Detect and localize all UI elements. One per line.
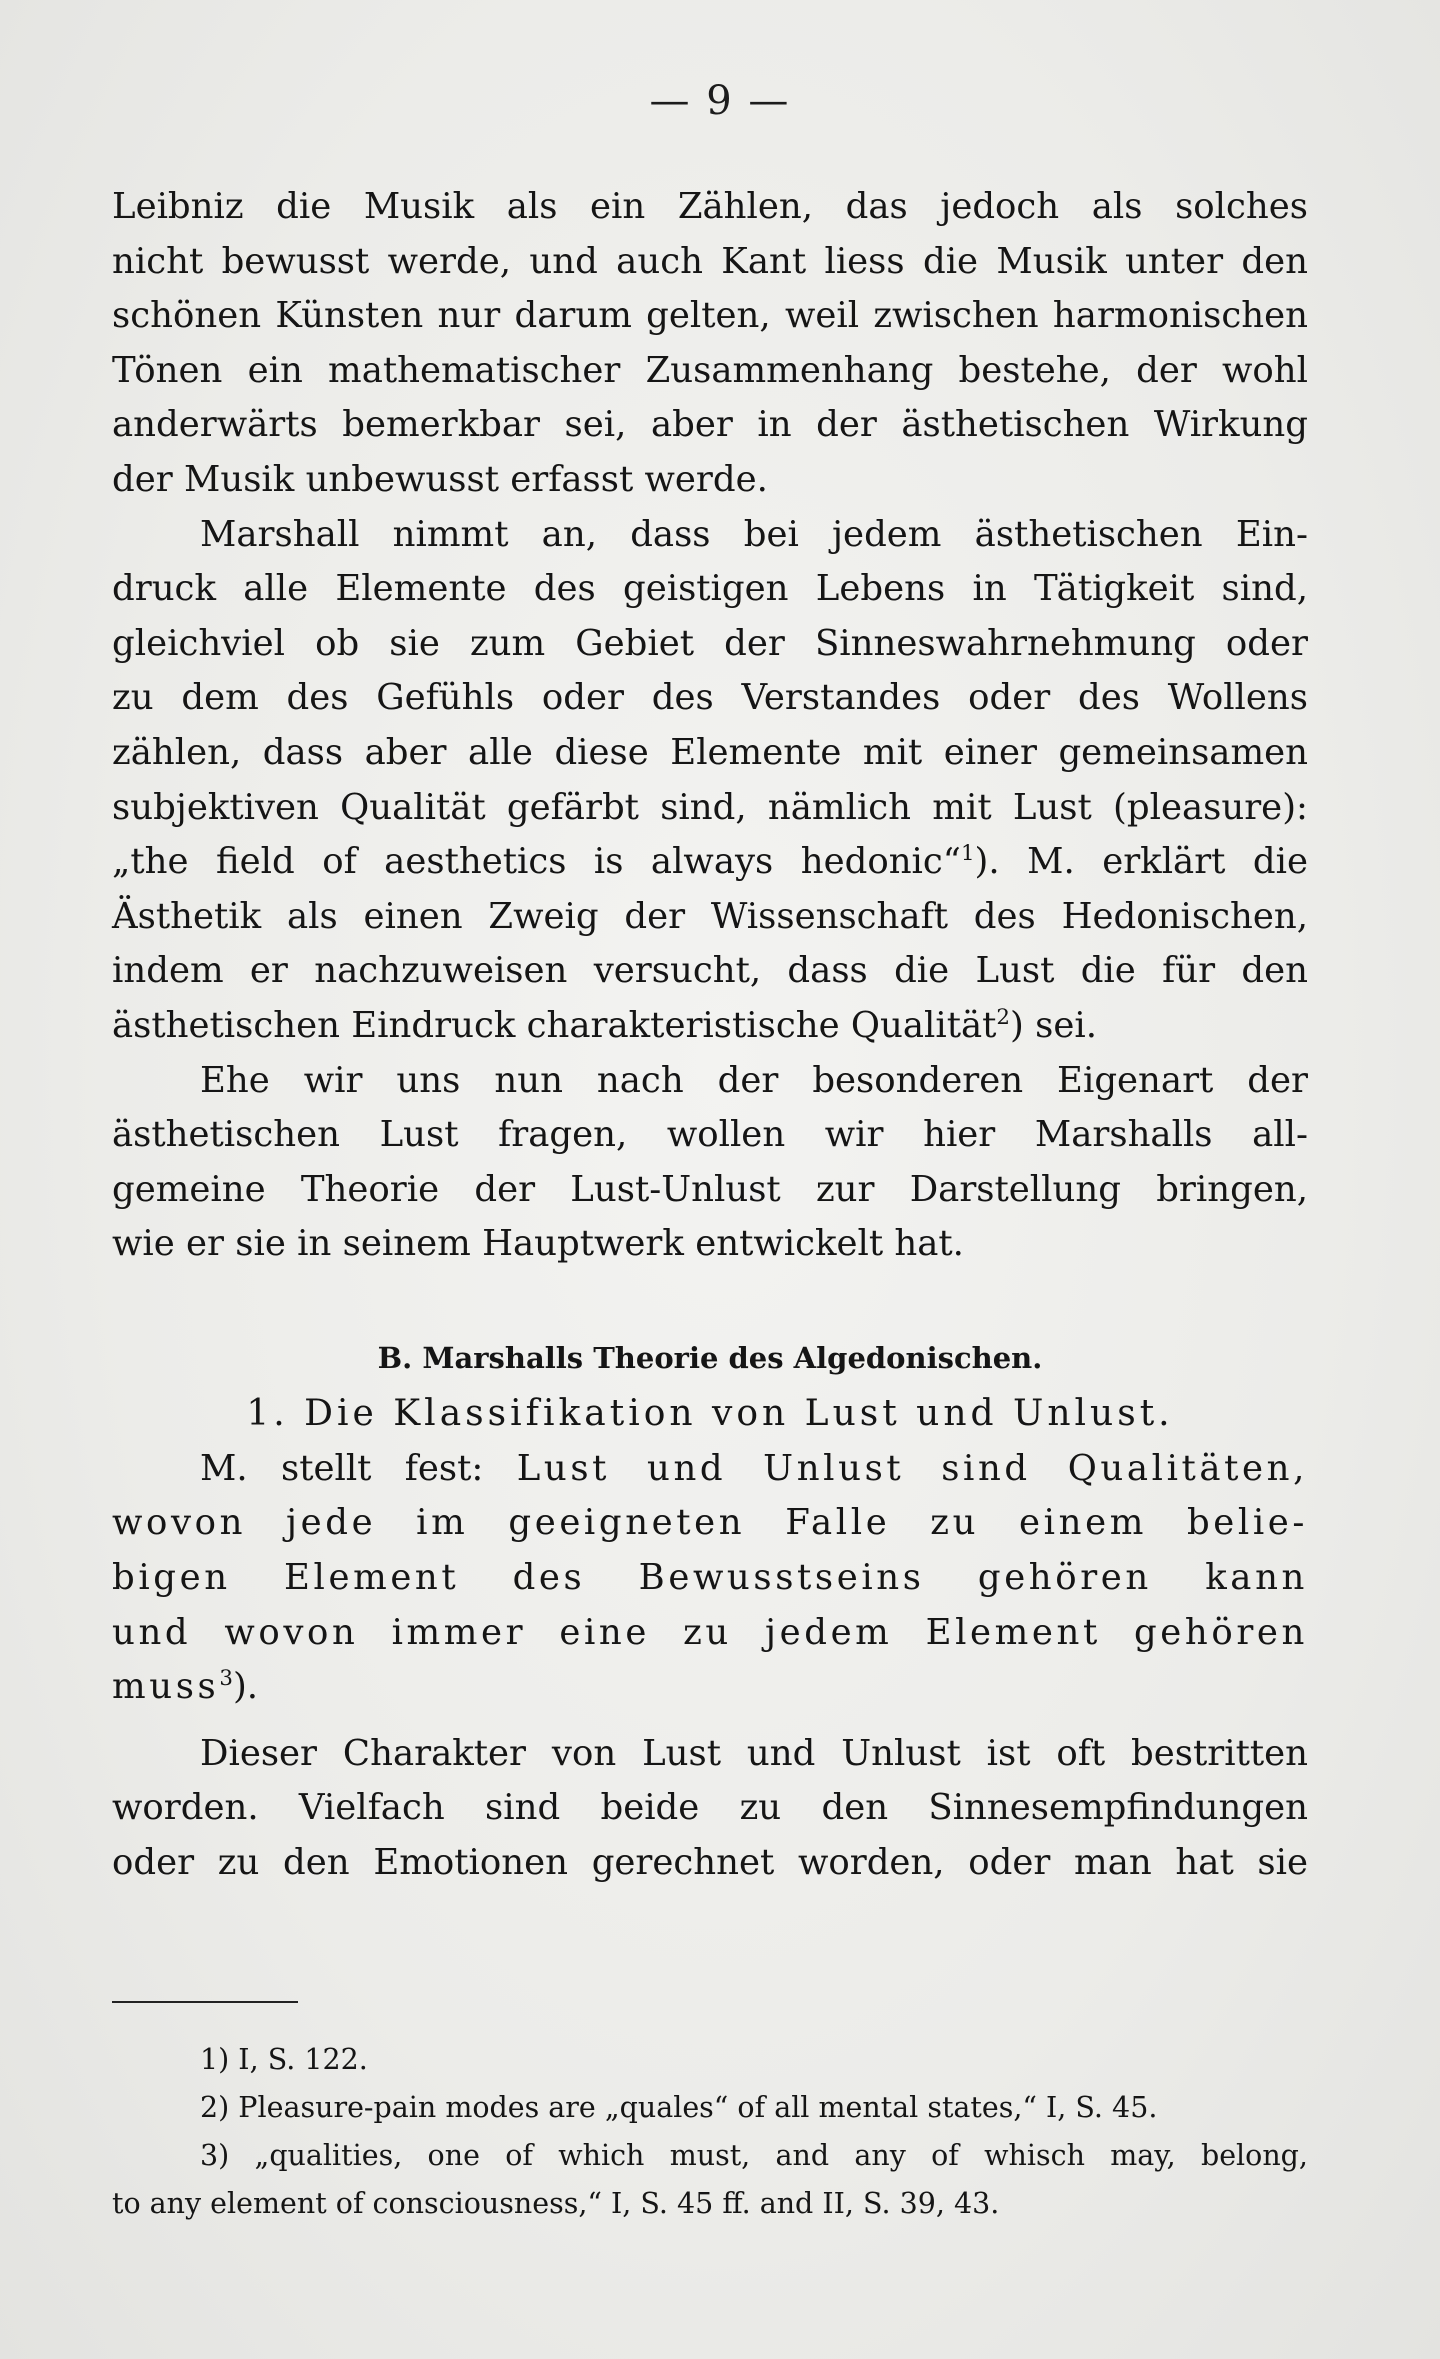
text-line: Leibniz die Musik als ein Zählen, das jedoch als solches <box>112 186 1308 227</box>
emphasized-text: Lust und Unlust sind Qualitäten, <box>516 1447 1308 1489</box>
text-line: oder zu den Emotionen gerechnet worden, oder man hat sie <box>112 1842 1308 1884</box>
line-start: M. stellt fest: <box>200 1447 517 1489</box>
line-start: ästhetischen Eindruck charakteristische Qualität <box>112 1004 997 1046</box>
text-line: indem er nachzuweisen versucht, dass die Lust die für den <box>112 950 1308 992</box>
footnote-rule <box>112 2001 298 2003</box>
text-line <box>112 1660 1308 1715</box>
text-line: wie er sie in seinem Hauptwerk entwickelt hat. <box>112 1223 964 1265</box>
body-text <box>112 180 1308 1891</box>
paragraph-leibniz <box>112 180 1308 508</box>
page-number: — 9 — <box>649 78 791 124</box>
text-line: worden. Vielfach sind beide zu den Sinnesempfindungen <box>112 1787 1308 1829</box>
text-line <box>112 999 1308 1054</box>
text-line: gemeine Theorie der Lust-Unlust zur Darstellung bringen, <box>112 1168 1308 1210</box>
text-line: Marshall nimmt an, dass bei jedem ästhetischen Ein- <box>200 513 1308 555</box>
emphasized-text: muss <box>112 1666 220 1708</box>
text-line: anderwärts bemerkbar sei, aber in der ästhetischen Wirkung <box>112 404 1308 446</box>
text-line: ästhetischen Lust fragen, wollen wir hier Marshalls all- <box>112 1114 1308 1156</box>
line-rest: ). <box>232 1666 259 1708</box>
text-line: schönen Künsten nur darum gelten, weil zwischen harmonischen <box>112 295 1308 337</box>
section-heading: B. Marshalls Theorie des Algedonischen. <box>377 1340 1043 1375</box>
footnote-1: 1) I, S. 122. <box>200 2043 368 2076</box>
paragraph-marshall <box>112 508 1308 1054</box>
paragraph-dieser <box>112 1727 1308 1891</box>
text-line: und wovon immer eine zu jedem Element gehören <box>112 1611 1308 1653</box>
text-line: Tönen ein mathematischer Zusammenhang bestehe, der wohl <box>112 349 1308 391</box>
paragraph-ehe <box>112 1054 1308 1272</box>
footnote-3: 3) „qualities, one of which must, and any of whisch may, belong, <box>200 2139 1308 2172</box>
text-line: gleichviel ob sie zum Gebiet der Sinneswahrnehmung oder <box>112 622 1308 664</box>
paragraph-thesis <box>112 1442 1308 1715</box>
text-line: Ehe wir uns nun nach der besonderen Eigenart der <box>200 1059 1308 1101</box>
text-line: zählen, dass aber alle diese Elemente mit einer gemeinsamen <box>112 731 1308 773</box>
text-line: wovon jede im geeigneten Falle zu einem belie- <box>112 1502 1308 1544</box>
text-line <box>112 835 1308 890</box>
text-line: druck alle Elemente des geistigen Lebens in Tätigkeit sind, <box>112 568 1308 610</box>
text-line: zu dem des Gefühls oder des Verstandes oder des Wollens <box>112 677 1308 719</box>
text-line: Ästhetik als einen Zweig der Wissenschaft des Hedonischen, <box>112 895 1308 937</box>
text-line: subjektiven Qualität gefärbt sind, nämlich mit Lust (pleasure): <box>112 786 1308 828</box>
quote-text: „the field of aesthetics is always hedonic“ <box>112 841 961 883</box>
footnote-3-continued: to any element of consciousness,“ I, S. 45 ff. and II, S. 39, 43. <box>112 2187 1000 2220</box>
footnote-ref-1: 1 <box>960 841 975 867</box>
line-rest: ) sei. <box>1009 1004 1097 1046</box>
text-line: bigen Element des Bewusstseins gehören kann <box>112 1557 1308 1599</box>
footnote-ref-3: 3 <box>219 1666 233 1692</box>
text-line <box>112 1442 1308 1497</box>
text-line: nicht bewusst werde, und auch Kant liess die Musik unter den <box>112 240 1308 282</box>
text-line: Dieser Charakter von Lust und Unlust ist oft bestritten <box>200 1732 1308 1774</box>
line-rest: ). M. erklärt die <box>974 841 1308 883</box>
text-line: der Musik unbewusst erfasst werde. <box>112 458 768 500</box>
footnote-2: 2) Pleasure-pain modes are „quales“ of all mental states,“ I, S. 45. <box>200 2091 1158 2124</box>
subsection-heading: 1. Die Klassifikation von Lust und Unlust. <box>246 1392 1174 1434</box>
footnotes <box>112 2036 1308 2228</box>
footnote-ref-2: 2 <box>996 1005 1010 1031</box>
